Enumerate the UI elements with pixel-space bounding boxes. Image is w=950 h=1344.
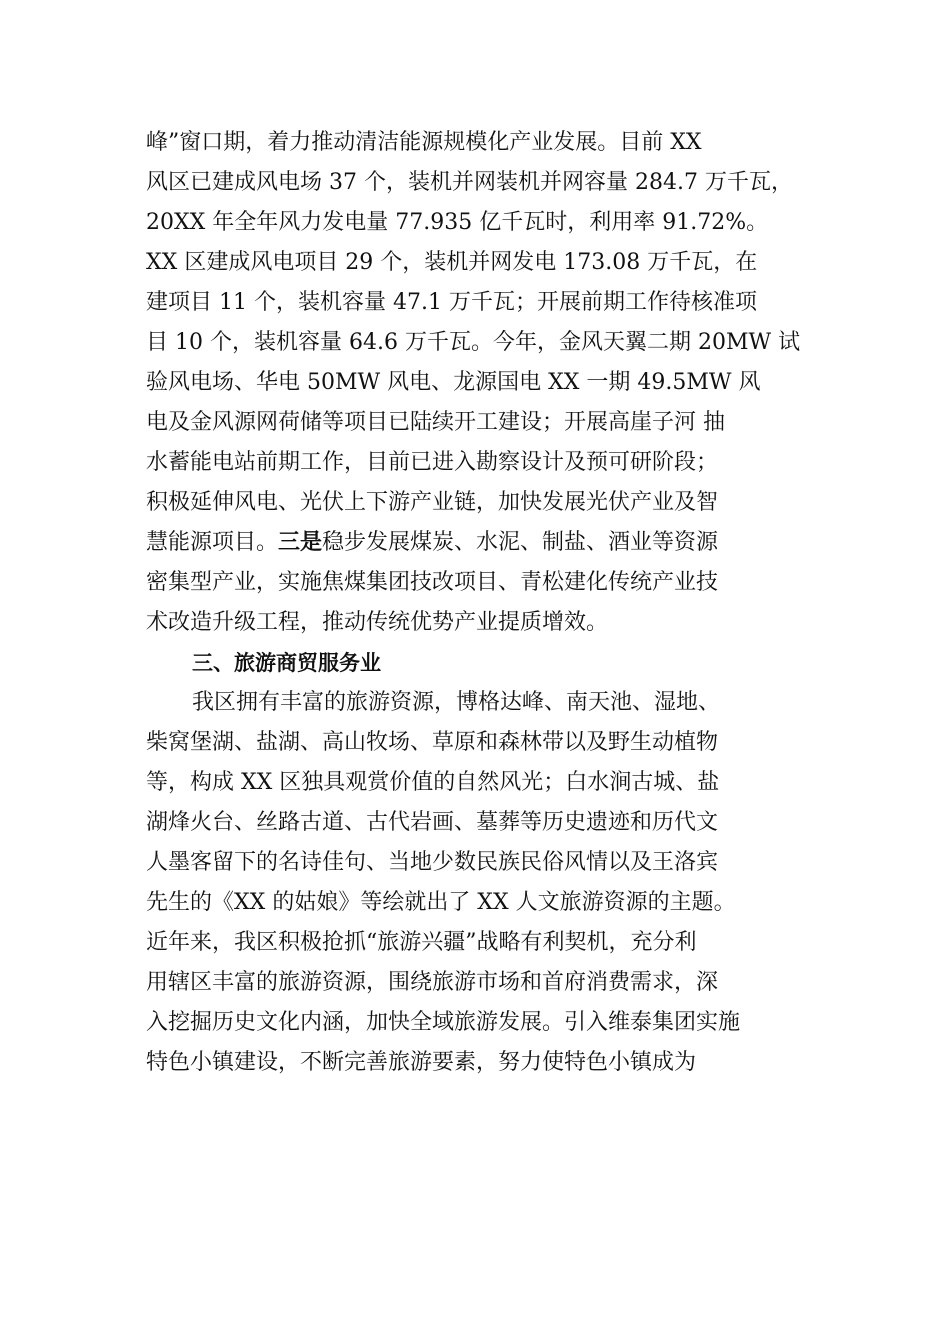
- text-run: 稳步发展煤炭、水泥、制盐、酒业等资源: [322, 530, 719, 555]
- paragraph-line: 近年来，我区积极抢抓“旅游兴疆”战略有利契机，充分利: [146, 930, 697, 955]
- paragraph-line: 人墨客留下的名诗佳句、当地少数民族民俗风情以及王洛宾: [146, 850, 719, 875]
- paragraph-line: 建项目 11 个，装机容量 47.1 万千瓦；开展前期工作待核准项: [146, 290, 757, 315]
- paragraph-first-line: 我区拥有丰富的旅游资源，博格达峰、南天池、湿地、: [192, 690, 721, 715]
- paragraph-line: 积极延伸风电、光伏上下游产业链，加快发展光伏产业及智: [146, 490, 719, 515]
- paragraph-line: 电及金风源网荷储等项目已陆续开工建设；开展高崖子河 抽: [146, 410, 725, 435]
- paragraph-line: 特色小镇建设，不断完善旅游要素，努力使特色小镇成为: [146, 1050, 697, 1075]
- document-body: [146, 123, 846, 1083]
- paragraph-line: 水蓄能电站前期工作，目前已进入勘察设计及预可研阶段；: [146, 450, 719, 475]
- paragraph-line: 20XX 年全年风力发电量 77.935 亿千瓦时，利用率 91.72%。: [146, 210, 769, 235]
- paragraph-line: 密集型产业，实施焦煤集团技改项目、青松建化传统产业技: [146, 570, 719, 595]
- paragraph-line: 风区已建成风电场 37 个，装机并网装机并网容量 284.7 万千瓦，: [146, 170, 793, 195]
- bold-emphasis: 三是: [278, 530, 323, 555]
- paragraph-line: 先生的《XX 的姑娘》等绘就出了 XX 人文旅游资源的主题。: [146, 890, 736, 915]
- paragraph-line: 目 10 个，装机容量 64.6 万千瓦。今年，金风天翼二期 20MW 试: [146, 330, 801, 355]
- text-run: 慧能源项目。: [146, 530, 279, 555]
- paragraph-line: 入挖掘历史文化内涵，加快全域旅游发展。引入维泰集团实施: [146, 1010, 741, 1035]
- paragraph-line: XX 区建成风电项目 29 个，装机并网发电 173.08 万千瓦，在: [146, 250, 758, 275]
- paragraph-line-mixed: [146, 523, 846, 563]
- section-heading: 三、旅游商贸服务业: [192, 651, 381, 675]
- paragraph-line: 等，构成 XX 区独具观赏价值的自然风光；白水涧古城、盐: [146, 770, 720, 795]
- paragraph-line: 用辖区丰富的旅游资源，围绕旅游市场和首府消费需求，深: [146, 970, 719, 995]
- paragraph-line: 峰”窗口期，着力推动清洁能源规模化产业发展。目前 XX: [146, 130, 702, 155]
- paragraph-line: 验风电场、华电 50MW 风电、龙源国电 XX 一期 49.5MW 风: [146, 370, 761, 395]
- paragraph-line: 术改造升级工程，推动传统优势产业提质增效。: [146, 610, 609, 635]
- paragraph-line: 柴窝堡湖、盐湖、高山牧场、草原和森林带以及野生动植物: [146, 730, 719, 755]
- paragraph-line: 湖烽火台、丝路古道、古代岩画、墓葬等历史遗迹和历代文: [146, 810, 719, 835]
